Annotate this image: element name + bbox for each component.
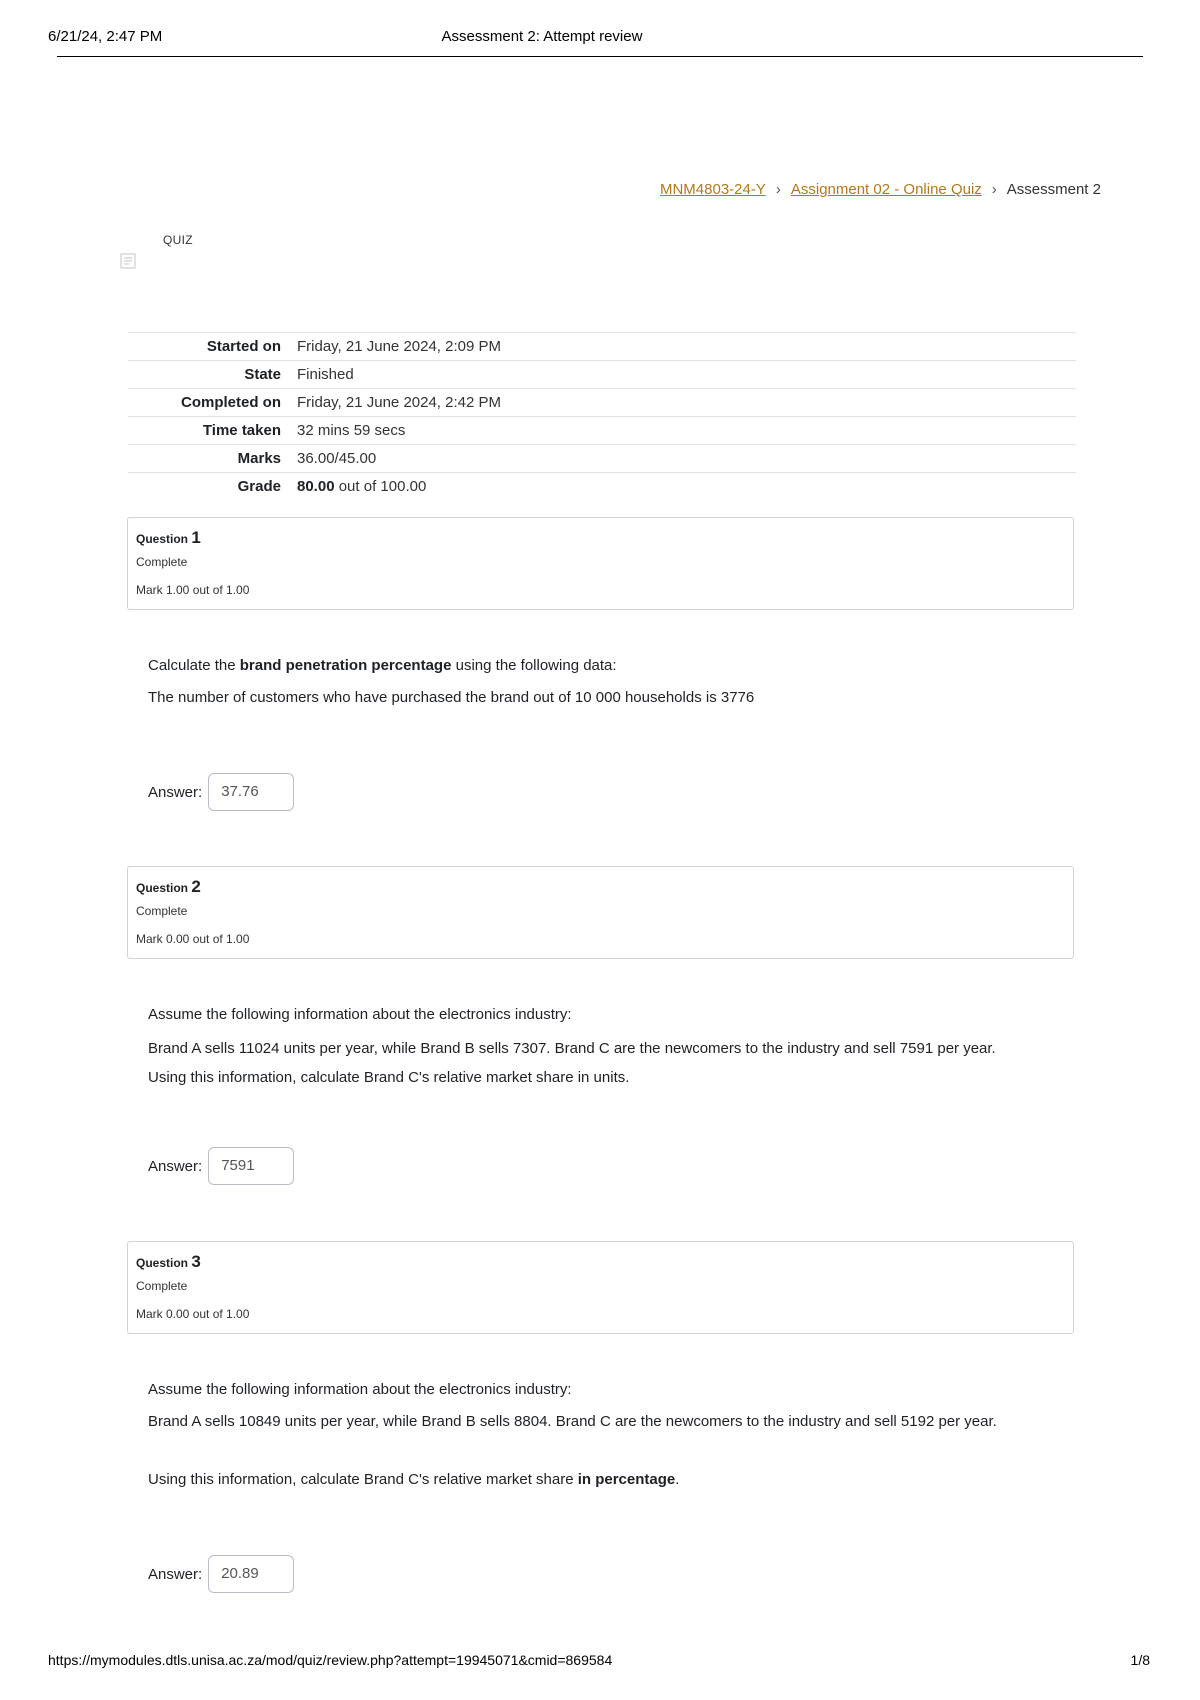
print-title: Assessment 2: Attempt review <box>441 28 643 45</box>
summary-value <box>297 473 1076 501</box>
question-state: Complete <box>136 904 188 918</box>
print-datetime: 6/21/24, 2:47 PM <box>48 28 163 45</box>
question-prefix: Question <box>136 532 189 546</box>
summary-row <box>128 389 1076 417</box>
summary-row <box>128 333 1076 361</box>
summary-label: Grade <box>237 478 281 495</box>
summary-label: Started on <box>206 338 281 355</box>
summary-label: State <box>244 366 281 383</box>
question-paragraph: Using this information, calculate Brand C's relative market share in units. <box>148 1069 630 1086</box>
question-mark: Mark 0.00 out of 1.00 <box>136 932 250 946</box>
question-num: 1 <box>191 528 201 547</box>
answer-row-3 <box>148 1555 294 1593</box>
attempt-summary-table <box>128 332 1076 500</box>
question-number <box>136 1252 201 1272</box>
grade-value: 80.00 <box>297 478 335 495</box>
question-info-2 <box>127 866 1074 959</box>
summary-label: Time taken <box>202 422 281 439</box>
question-info-3 <box>127 1241 1074 1334</box>
breadcrumb-separator-icon: › <box>991 181 997 198</box>
answer-label: Answer: <box>148 783 203 801</box>
breadcrumb-current: Assessment 2 <box>1006 181 1101 198</box>
text-emphasis: brand penetration percentage <box>239 657 452 674</box>
question-paragraph: Brand A sells 10849 units per year, while Brand B sells 8804. Brand C are the newcomers to the industry and sell 5192 per year. <box>148 1413 997 1430</box>
summary-value: Friday, 21 June 2024, 2:09 PM <box>297 338 502 355</box>
question-paragraph: Brand A sells 11024 units per year, while Brand B sells 7307. Brand C are the newcomers to the industry and sell 7591 per year. <box>148 1040 996 1057</box>
summary-row <box>128 417 1076 445</box>
text-segment: . <box>675 1471 680 1488</box>
text-segment: Calculate the <box>148 657 240 674</box>
summary-value: 36.00/45.00 <box>297 450 377 467</box>
answer-label: Answer: <box>148 1565 203 1583</box>
question-prefix: Question <box>136 881 189 895</box>
grade-suffix: out of 100.00 <box>338 478 427 495</box>
breadcrumb-separator-icon: › <box>775 181 781 198</box>
answer-input[interactable]: 37.76 <box>208 773 294 811</box>
breadcrumb <box>660 181 1101 198</box>
question-number <box>136 528 201 548</box>
summary-row <box>128 361 1076 389</box>
question-number <box>136 877 201 897</box>
text-emphasis: in percentage <box>577 1471 676 1488</box>
summary-row-grade <box>128 473 1076 501</box>
answer-row-2 <box>148 1147 294 1185</box>
quiz-icon <box>120 252 138 270</box>
answer-input[interactable]: 20.89 <box>208 1555 294 1593</box>
activity-type-label: QUIZ <box>163 233 193 247</box>
question-num: 2 <box>191 877 201 896</box>
summary-label: Marks <box>237 450 281 467</box>
answer-label: Answer: <box>148 1157 203 1175</box>
question-text-2 <box>148 1002 1028 1090</box>
question-text-3 <box>148 1377 1028 1492</box>
text-segment: using the following data: <box>451 657 617 674</box>
question-paragraph <box>148 653 1048 678</box>
answer-input[interactable]: 7591 <box>208 1147 294 1185</box>
question-state: Complete <box>136 555 188 569</box>
question-num: 3 <box>191 1252 201 1271</box>
question-paragraph: Assume the following information about the electronics industry: <box>148 1381 572 1398</box>
summary-row <box>128 445 1076 473</box>
summary-label: Completed on <box>181 394 281 411</box>
question-mark: Mark 0.00 out of 1.00 <box>136 1307 250 1321</box>
breadcrumb-item-assignment[interactable]: Assignment 02 - Online Quiz <box>790 181 982 198</box>
page-url: https://mymodules.dtls.unisa.ac.za/mod/quiz/review.php?attempt=19945071&cmid=869584 <box>48 1652 613 1668</box>
page-number: 1/8 <box>1130 1652 1150 1668</box>
question-info-1 <box>127 517 1074 610</box>
question-paragraph: The number of customers who have purchased the brand out of 10 000 households is 3776 <box>148 689 755 706</box>
summary-value: 32 mins 59 secs <box>297 422 406 439</box>
summary-value: Finished <box>297 366 354 383</box>
question-paragraph: Assume the following information about the electronics industry: <box>148 1006 572 1023</box>
answer-row-1 <box>148 773 294 811</box>
question-paragraph <box>148 1467 1028 1492</box>
question-state: Complete <box>136 1279 188 1293</box>
breadcrumb-item-course[interactable]: MNM4803-24-Y <box>659 181 766 198</box>
header-divider <box>57 56 1143 57</box>
summary-value: Friday, 21 June 2024, 2:42 PM <box>297 394 502 411</box>
text-segment: Using this information, calculate Brand C's relative market share <box>148 1471 578 1488</box>
question-text-1 <box>148 653 1048 710</box>
question-prefix: Question <box>136 1256 189 1270</box>
question-mark: Mark 1.00 out of 1.00 <box>136 583 250 597</box>
